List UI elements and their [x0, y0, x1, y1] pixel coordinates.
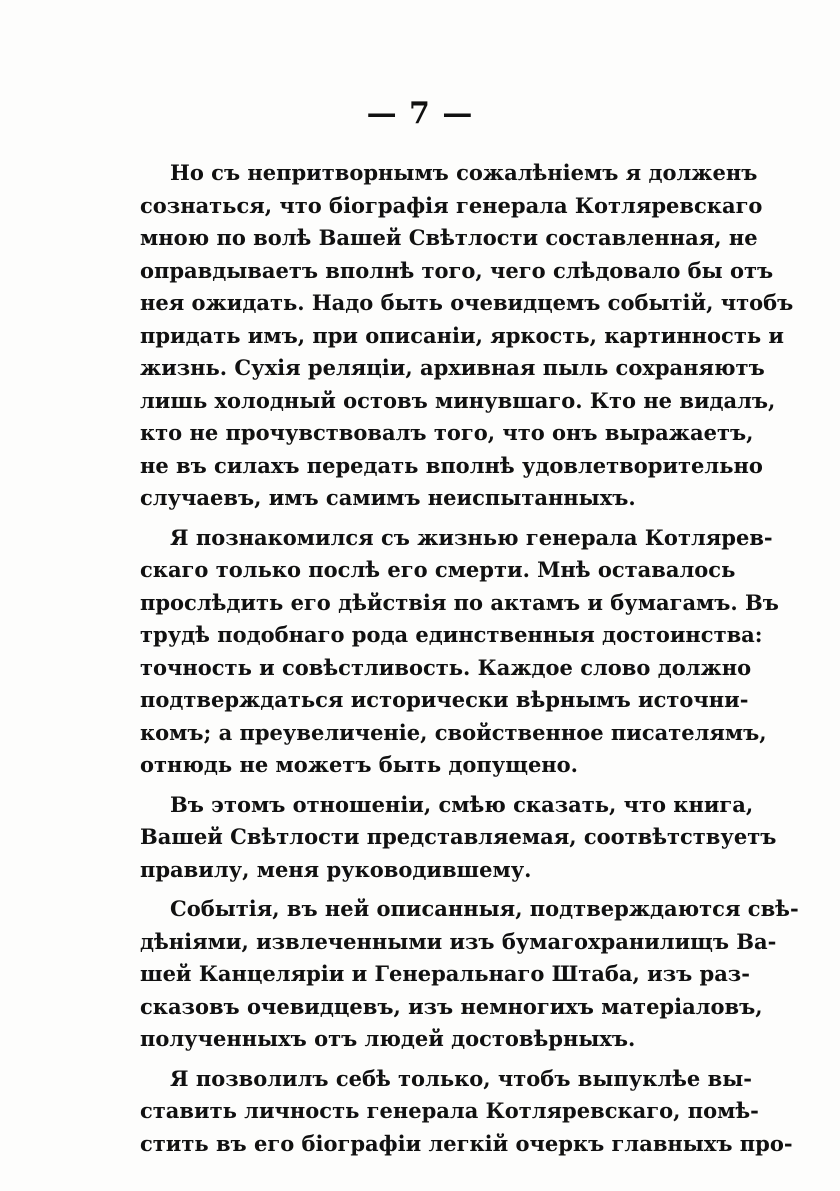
- text-line: трудѣ подобнаго рода единственныя достоинства:: [140, 622, 763, 647]
- text-line: лишь холодный остовъ минувшаго. Кто не видалъ,: [140, 387, 776, 413]
- text-line: Вашей Свѣтлости представляемая, соотвѣтствуетъ: [140, 824, 777, 849]
- text-line: Я познакомился съ жизнью генерала Котлярев-: [170, 524, 773, 550]
- text-line: шей Канцеляріи и Генеральнаго Штаба, изъ раз-: [140, 961, 750, 986]
- paragraph-3: [140, 789, 777, 887]
- text-line: ставить личность генерала Котляревскаго, помѣ-: [140, 1098, 759, 1123]
- text-line: оправдываетъ вполнѣ того, чего слѣдовало бы отъ: [140, 257, 774, 283]
- text-line: полученныхъ отъ людей достовѣрныхъ.: [140, 1026, 636, 1051]
- paragraph-4: [140, 893, 799, 1056]
- text-line: правилу, меня руководившему.: [140, 856, 532, 882]
- text-line: Я позволилъ себѣ только, чтобъ выпуклѣе вы-: [170, 1065, 752, 1091]
- text-line: мною по волѣ Вашей Свѣтлости составленная, не: [140, 225, 758, 250]
- text-line: Но съ непритворнымъ сожалѣніемъ я долженъ: [170, 160, 758, 185]
- text-line: дѣніями, извлеченными изъ бумагохранилищъ Ва-: [140, 928, 777, 954]
- text-line: сознаться, что біографія генерала Котляревскаго: [140, 192, 763, 218]
- paragraph-5: [140, 1063, 793, 1161]
- text-line: точность и совѣстливость. Каждое слово должно: [140, 654, 752, 680]
- text-line: случаевъ, имъ самимъ неиспытанныхъ.: [140, 485, 636, 510]
- paragraph-2: [140, 522, 779, 782]
- text-line: отнюдь не можетъ быть допущено.: [140, 752, 578, 777]
- text-line: сказовъ очевидцевъ, изъ немногихъ матеріаловъ,: [140, 993, 763, 1019]
- page-number: — 7 —: [366, 96, 474, 131]
- text-line: Событія, въ ней описанныя, подтверждаются свѣ-: [170, 896, 799, 921]
- body-text: [140, 157, 799, 1167]
- paragraph-1: [140, 157, 794, 515]
- text-line: придать имъ, при описаніи, яркость, картинность и: [140, 322, 784, 348]
- text-line: жизнь. Сухія реляціи, архивная пыль сохраняютъ: [140, 355, 765, 380]
- text-line: нея ожидать. Надо быть очевидцемъ событій, чтобъ: [140, 290, 794, 315]
- text-line: Въ этомъ отношеніи, смѣю сказать, что книга,: [170, 791, 754, 817]
- text-line: кто не прочувствовалъ того, что онъ выражаетъ,: [140, 420, 754, 445]
- text-line: подтверждаться исторически вѣрнымъ источни-: [140, 687, 749, 712]
- text-line: стить въ его біографіи легкій очеркъ главныхъ про-: [140, 1130, 793, 1156]
- text-line: комъ; а преувеличеніе, свойственное писателямъ,: [140, 719, 767, 745]
- text-line: скаго только послѣ его смерти. Мнѣ оставалось: [140, 557, 736, 582]
- text-line: прослѣдить его дѣйствія по актамъ и бумагамъ. Въ: [140, 589, 779, 615]
- text-line: не въ силахъ передать вполнѣ удовлетворительно: [140, 452, 763, 478]
